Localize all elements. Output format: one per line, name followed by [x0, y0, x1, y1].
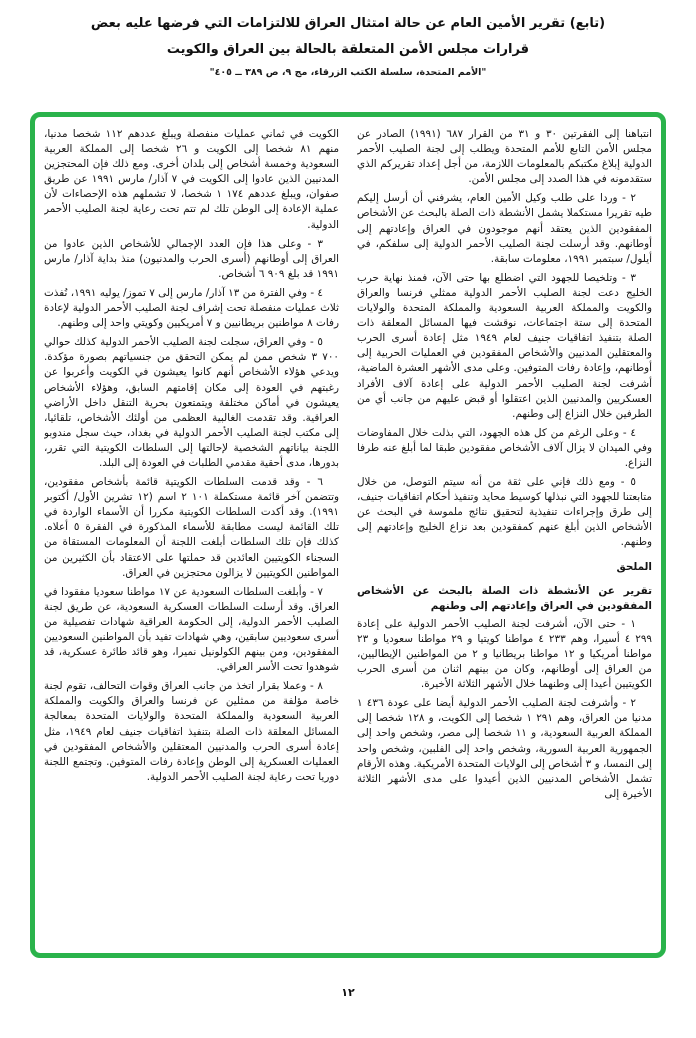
section-heading: الملحق: [616, 560, 652, 573]
paragraph: ٦ - وقد قدمت السلطات الكويتية قائمة بأشخاص مفقودين، وتتضمن آخر قائمة مستكملة ١٠١ ٢ اسم (١٢ تشرين الأول/ أكتوبر ١٩٩١). وقد أكدت السلطات الكويتية مكررا أن الأسماء الواردة في تلك القائمة ليست مطابقة للأسماء المذكورة في الفقرة ٥ أعلاه. كذلك فإن تلك السلطات أبلغت اللجنة أن المعلومات المستقاة من السجناء الكويتيين العائدين قد حملتها على الاعتقاد بأن الكثيرين من المواطنين الكويتيين لا يزالون محتجزين في العراق.: [44, 476, 339, 579]
paragraph: ٥ - وفي العراق، سجلت لجنة الصليب الأحمر الدولية كذلك حوالي ٧٠٠ ٣ شخص ممن لم يمكن التحقق من جنسياتهم بصورة مؤكدة. ويدعي هؤلاء الأشخاص أنهم كانوا يعيشون في الكويت وأعربوا عن رغبتهم في العودة إلى مكان إقامتهم السابق، وهؤلاء الأشخاص يعيشون في أماكن مختلفة ويتمتعون بحرية التنقل داخل الأراضي العراقية. وقد تقدمت الغالبية العظمى من أولئك الأشخاص، تلقائيا، إلى مكتب لجنة الصليب الأحمر الدولية في بغداد، حيث سجل مندوبو اللجنة بياناتهم الشخصية لإحالتها إلى السلطات الكويتية التي تقرر، بدورها، مدى أحقية مقدمي الطلبات في العودة إلى البلد.: [44, 336, 339, 469]
paragraph: الكويت في ثماني عمليات منفصلة ويبلغ عددهم ١١٢ شخصا مدنيا، منهم ٨١ شخصا إلى الكويت و ٢٦ شخصا إلى المملكة العربية السعودية وخمسة أشخاص إلى بلدان أخرى. ومع ذلك فإن المحتجزين المدنيين الذين عادوا إلى الكويت في ٧ آذار/ مارس ١٩٩١ عن طريق صفوان، ويبلغ عددهم ١٧٤ ١ شخصا، لا تشملهم هذه الإحصاءات لأن عملية الإعادة إلى الوطن تلك لم تتم تحت رعاية لجنة الصليب الأحمر الدولية.: [44, 128, 339, 231]
text-column-left: [44, 127, 339, 945]
paragraph: ٢ - وردا على طلب وكيل الأمين العام، يشرفني أن أرسل إليكم طيه تقريرا مستكملا يشمل الأنشطة ذات الصلة بالبحث عن الأشخاص المفقودين الذين يعتقد أنهم موجودون في العراق وإعادتهم إلى أوطانهم. وقد أرسلت لجنة الصليب الأحمر الدولية إلى سلفكم، في أيلول/ سبتمبر ١٩٩١، معلومات سابقة.: [357, 192, 652, 265]
two-column-text-layout: [44, 127, 652, 945]
document-title-line2: قرارات مجلس الأمن المتعلقة بالحالة بين العراق والكويت: [166, 41, 530, 57]
document-header: [0, 0, 696, 78]
document-title-line1: (تابع) تقرير الأمين العام عن حالة امتثال العراق للالتزامات التي فرضها عليه بعض: [90, 16, 606, 31]
paragraph: ٤ - وفي الفترة من ١٣ آذار/ مارس إلى ٧ تموز/ يوليه ١٩٩١، نُفذت ثلاث عمليات منفصلة تحت إشراف لجنة الصليب الأحمر الدولية لإعادة رفات ٨ مواطنين بريطانيين و ٧ أمريكيين وكويتي واحد إلى وطنهم.: [44, 286, 339, 330]
green-bordered-text-box: [30, 112, 666, 958]
page-footer: [0, 981, 696, 1000]
section-heading: تقرير عن الأنشطة ذات الصلة بالبحث عن الأشخاص المفقودين في العراق وإعادتهم إلى وطنهم: [357, 584, 652, 612]
paragraph: انتباهنا إلى الفقرتين ٣٠ و ٣١ من القرار ٦٨٧ (١٩٩١) الصادر عن مجلس الأمن التابع للأمم المتحدة ويطلب إلى لجنة الصليب الأحمر الدولية إبلاغ مكتبكم بالمعلومات اللازمة، من أجل إعداد تقريركم الذي ستقدمونه في هذا الصدد إلى مجلس الأمن.: [357, 128, 652, 186]
text-column-right: [357, 127, 652, 945]
paragraph: ١ - حتى الآن، أشرفت لجنة الصليب الأحمر الدولية على إعادة ٢٩٩ ٤ أسيرا، وهم ٢٣٣ ٤ مواطنا كويتيا و ٢٩ مواطنا سعوديا و ٢٣ مواطنا أمريكيا و ١٢ مواطنا بريطانيا و ٢ من المواطنين الإيطاليين، من العراق إلى أوطانهم، وكان من بينهم اثنان من أسرى الحرب الكويتيين أعيدا إلى وطنهما خلال الأشهر الثلاثة الأخيرة.: [357, 617, 652, 691]
page-number: ١٢: [341, 986, 355, 999]
paragraph: ٥ - ومع ذلك فإني على ثقة من أنه سيتم التوصل، من خلال متابعتنا للجهود التي نبذلها كوسيط محايد وتنفيذ أحكام اتفاقيات جنيف، إلى طرق وإجراءات تنفيذية لتحقيق نتائج ملموسة في البحث عن الأشخاص الذين أبلغ عنهم كمفقودين بعد نزاع الخليج وإعادتهم إلى وطنهم.: [357, 476, 652, 549]
paragraph: ٤ - وعلى الرغم من كل هذه الجهود، التي بذلت خلال المفاوضات وفي الميدان لا يزال آلاف الأشخاص مفقودين طبقا لما أبلغ عنه طرفا النزاع.: [357, 426, 652, 469]
paragraph: ٣ - وعلى هذا فإن العدد الإجمالي للأشخاص الذين عادوا من العراق إلى أوطانهم (أسرى الحرب والمدنيون) منذ بداية آذار/ مارس ١٩٩١ قد بلغ ٩٠٩ ٦ أشخاص.: [44, 237, 339, 280]
paragraph: ٧ - وأبلغت السلطات السعودية عن ١٧ مواطنا سعوديا مفقودا في العراق. وقد أرسلت السلطات العسكرية السعودية، عن طريق لجنة الصليب الأحمر الدولية، إلى الحكومة العراقية شهادات تفصيلية من أسرى سعوديين سابقين، وهي شهادات تفيد بأن المواطنين السعوديين المفقودين، ومن بينهم الكولونيل نميرا، وهو قائد طائرة عسكرية، قد شوهدوا تحت الأسر العراقي.: [44, 585, 339, 674]
source-citation: "الأمم المتحدة، سلسلة الكتب الزرقاء، مج ٩، ص ٣٨٩ ــ ٤٠٥": [209, 67, 487, 79]
paragraph: ٣ - وتلخيصا للجهود التي اضطلع بها حتى الآن، فمنذ نهاية حرب الخليج دعت لجنة الصليب الأحمر الدولية ممثلي فرنسا والعراق والكويت والمملكة العربية السعودية والمملكة المتحدة والولايات المتحدة إلى ستة اجتماعات، نوقشت فيها المسائل المعلقة ذات الصلة بتنفيذ اتفاقيات جنيف لعام ١٩٤٩ مثل إعادة أسرى الحرب والمعتقلين المدنيين والأشخاص المفقودين في العمليات الحربية إلى أوطانهم، وإعادة رفات المتوفين. وعلى مدى الأشهر العشرة الماضية، أشرفت لجنة الصليب الأحمر الدولية على إعادة آلاف الأفراد العسكريين والمدنيين الذين اعتقلوا أو قبض عليهم من جانب أي من الطرفين خلال النزاع إلى وطنهم.: [357, 271, 652, 420]
paragraph: ٢ - وأشرفت لجنة الصليب الأحمر الدولية أيضا على عودة ٤٣٦ ١ مدنيا من العراق، وهم ٢٩١ ١ شخصا إلى الكويت، و ١٢٨ شخصا إلى المملكة العربية السعودية، و ١١ شخصا إلى مصر، وشخص واحد إلى الجمهورية العربية السورية، وشخص واحد إلى الفلبين، وشخص واحد إلى النمسا، و ٣ أشخاص إلى الولايات المتحدة الأمريكية. وهذه الأرقام تشمل الأشخاص المدنيين الذين أعيدوا على مدى الأشهر الثلاثة الأخيرة إلى: [357, 697, 652, 800]
paragraph: ٨ - وعملا بقرار اتخذ من جانب العراق وقوات التحالف، تقوم لجنة خاصة مؤلفة من ممثلين عن فرنسا والعراق والكويت والمملكة العربية السعودية والمملكة المتحدة والولايات المتحدة بمعالجة المسائل المعلقة ذات الصلة بتنفيذ اتفاقيات جنيف لعام ١٩٤٩، مثل إعادة أسرى الحرب والمدنيين المعتقلين والأشخاص المفقودين في العمليات العسكرية إلى الوطن وإعادة رفات المتوفين. وتجتمع اللجنة دوريا تحت رعاية لجنة الصليب الأحمر الدولية.: [44, 680, 339, 783]
